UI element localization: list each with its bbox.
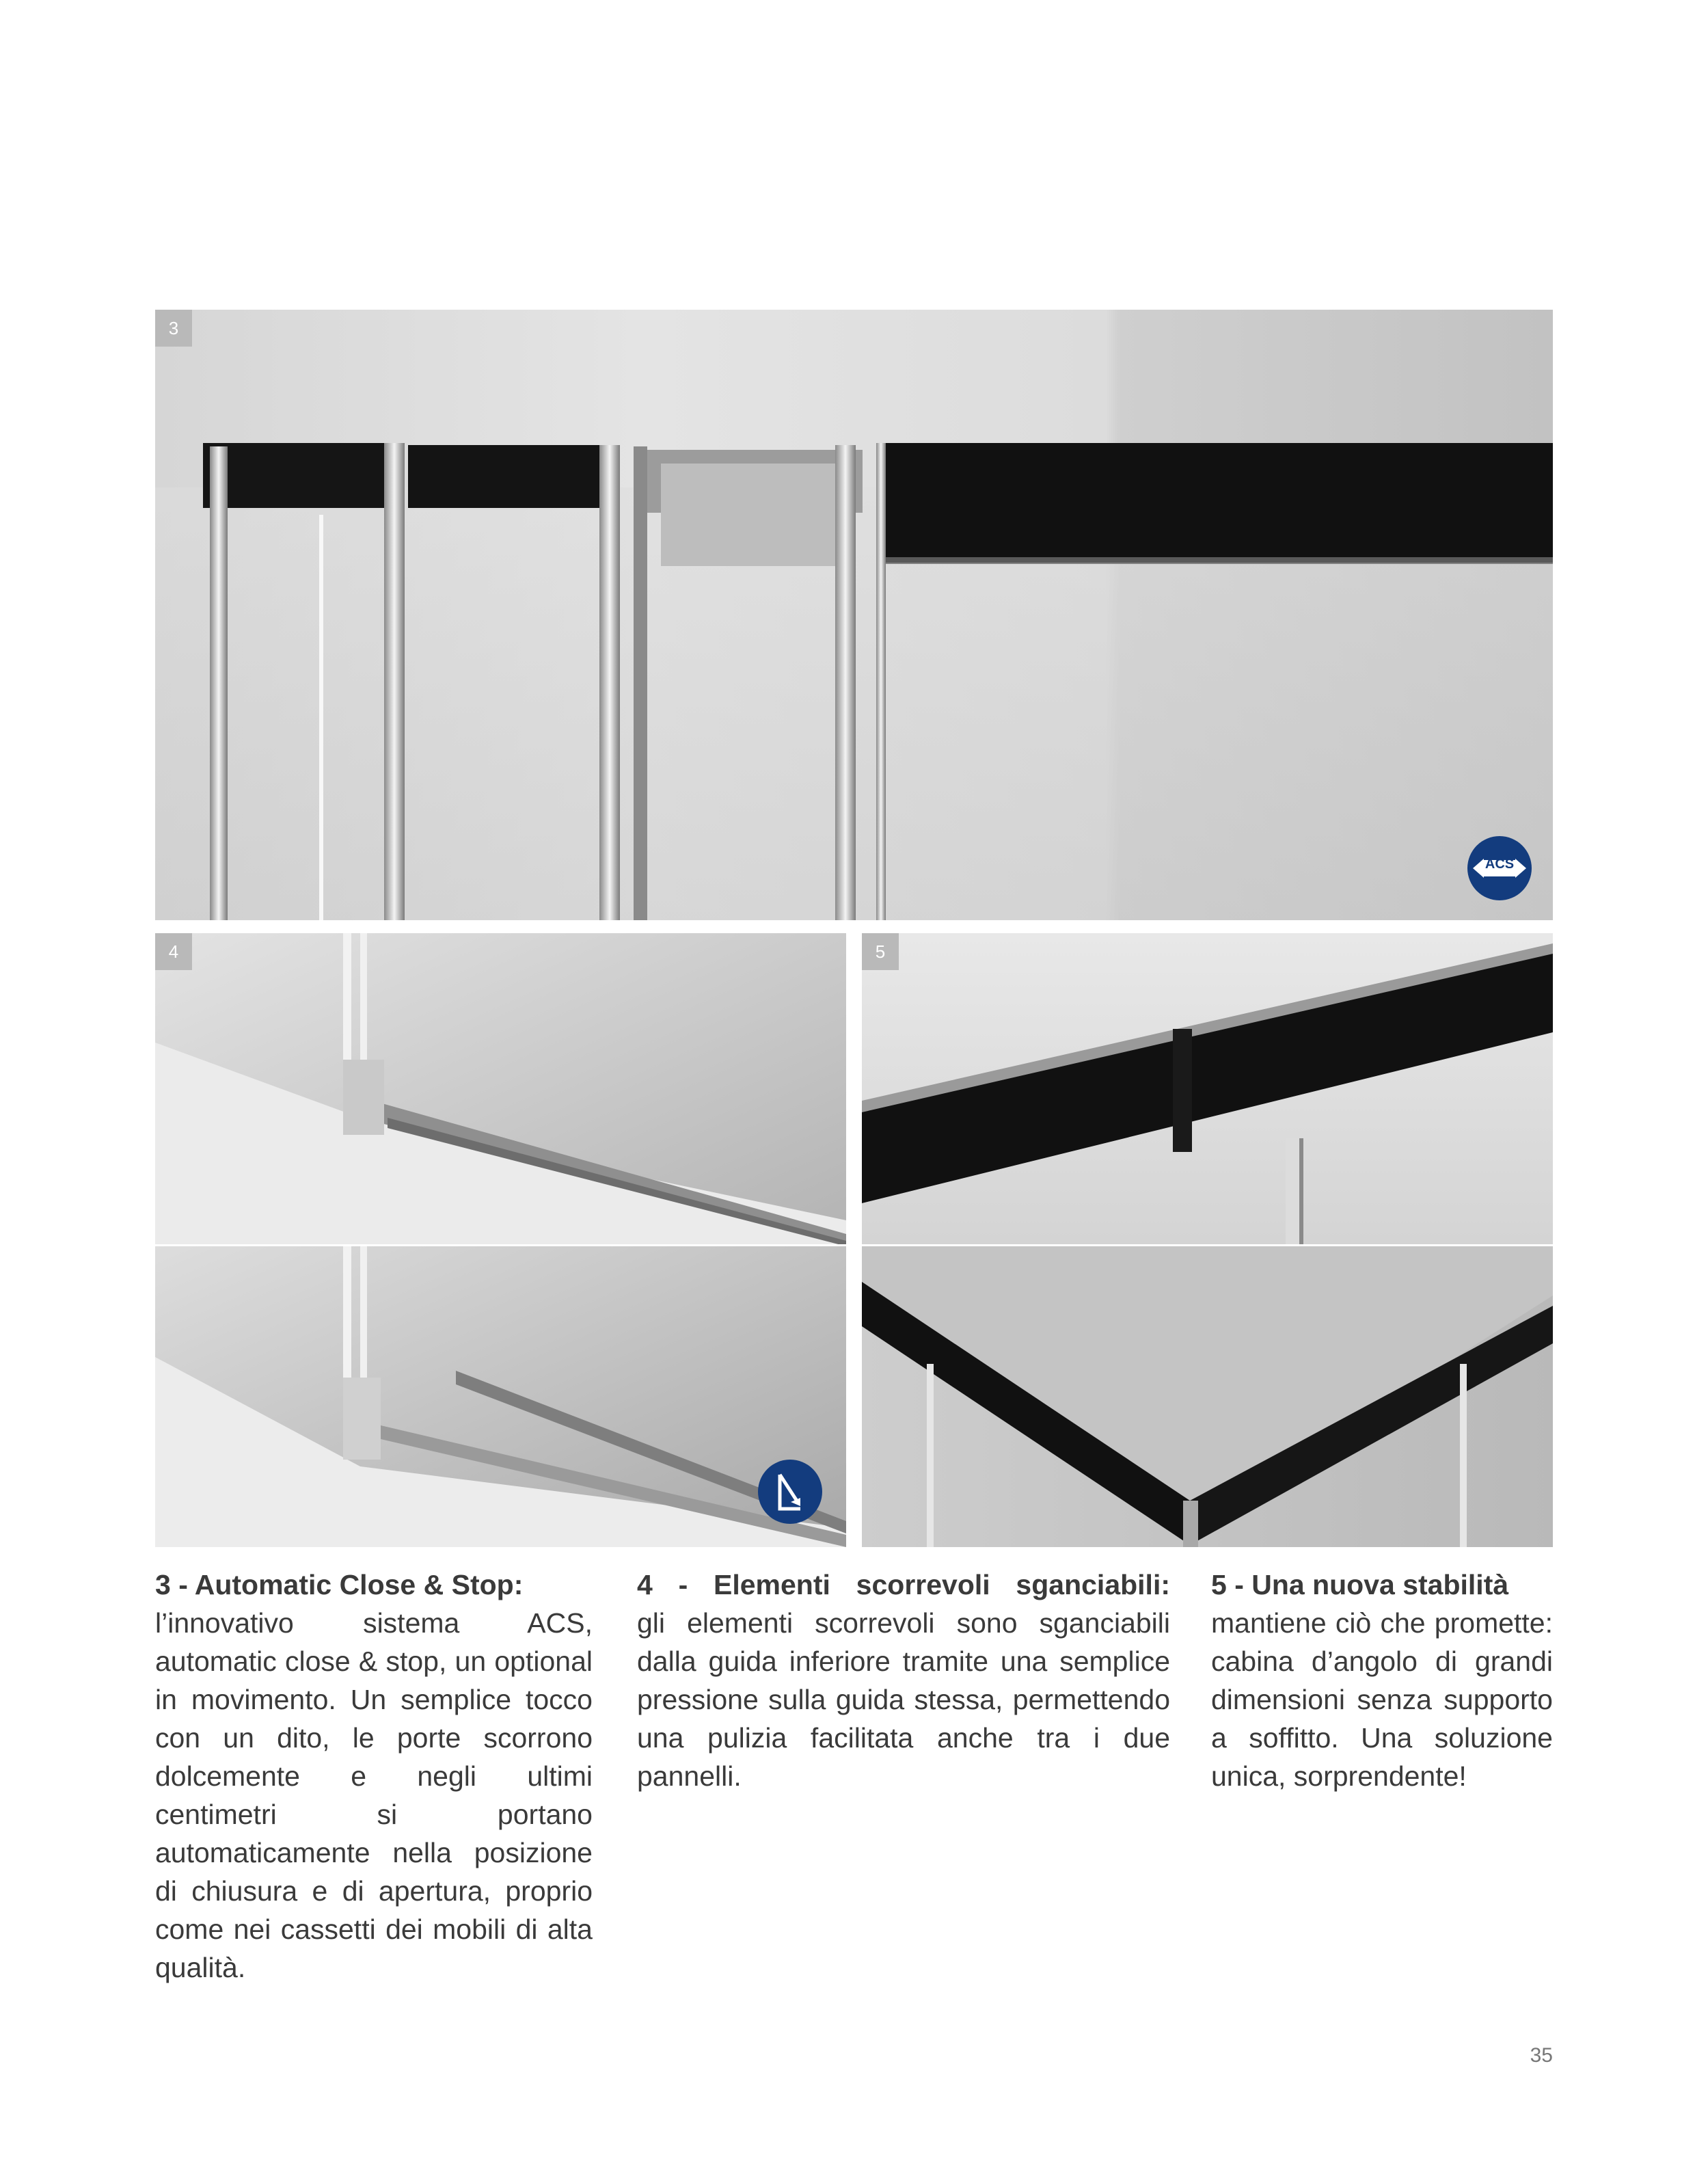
page-number: 35: [1530, 2044, 1553, 2067]
door-slide-icon: [758, 1460, 822, 1524]
caption-column-4: [637, 1566, 1170, 1795]
caption-heading-5: 5 - Una nuova stabilità: [1211, 1569, 1509, 1600]
photo-sliding-illustration: [155, 933, 846, 1547]
caption-heading-4: 4 - Elementi scorrevoli sganciabili:: [637, 1569, 1170, 1600]
photo-corner-illustration: [862, 933, 1553, 1547]
photo-corner-stability: [862, 933, 1553, 1547]
caption-column-3: [155, 1566, 593, 1987]
photo-sliding-elements: [155, 933, 846, 1547]
photo-number-5: 5: [862, 933, 899, 970]
caption-heading-3: 3 - Automatic Close & Stop:: [155, 1569, 524, 1600]
photo-number-3: 3: [155, 310, 192, 347]
acs-badge-icon: [1467, 836, 1532, 900]
acs-badge-label: ACS: [1485, 857, 1515, 872]
caption-column-5: [1211, 1566, 1553, 1795]
caption-body-3: l’innovativo sistema ACS, automatic close & stop, un optional in movimento. Un semplice tocco con un dito, le porte scorrono dolcemente e negli ultimi centimetri si portano automaticamente nella posizione di chiusura e di apertura, proprio come nei cassetti dei mobili di alta qualità.: [155, 1607, 593, 1983]
photo-acs-illustration: [155, 310, 1553, 920]
photo-acs-top-profile: [155, 310, 1553, 920]
photo-number-4: 4: [155, 933, 192, 970]
caption-body-5: mantiene ciò che promette: cabina d’angolo di grandi dimensioni senza supporto a soffitto. Una soluzione unica, sorprendente!: [1211, 1607, 1553, 1792]
caption-body-4: gli elementi scorrevoli sono sganciabili dalla guida inferiore tramite una semplice pressione sulla guida stessa, permettendo una pulizia facilitata anche tra i due pannelli.: [637, 1607, 1170, 1792]
